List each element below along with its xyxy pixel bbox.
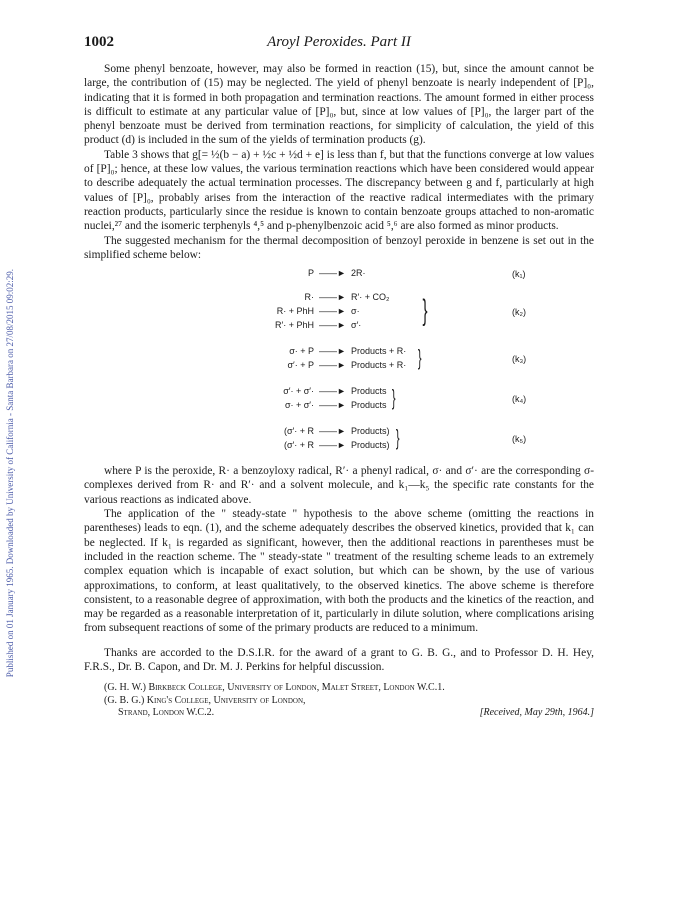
publication-sidebar-note bbox=[0, 38, 20, 908]
reaction-2 bbox=[234, 290, 389, 304]
reactants: P bbox=[307, 268, 314, 279]
rate-constant-k5: (k₅) bbox=[512, 434, 527, 445]
received-date: [Received, May 29th, 1964.] bbox=[479, 707, 594, 719]
reaction-7 bbox=[234, 384, 387, 398]
reactants: (σ′· + R bbox=[284, 426, 314, 437]
paragraph-definitions: where P is the peroxide, R· a benzoyloxy radical, R′· a phenyl radical, σ· and σ′· are the corresponding σ-complexes derived from R· and R′· and a solvent molecule, and k₁—k₅ the specific rate constants for the various reactions as indicated above. bbox=[84, 465, 594, 506]
products: R′· + CO₂ bbox=[351, 292, 390, 303]
products: Products + R· bbox=[351, 360, 407, 371]
sidebar-note-text: Published on 01 January 1965. Downloaded by University of California - Santa Barbara on 27/08/2015 09:02:29. bbox=[5, 268, 15, 678]
reaction-arrow: ——► bbox=[319, 306, 346, 317]
reactants: R′· + PhH bbox=[275, 320, 314, 331]
products: 2R· bbox=[351, 268, 366, 279]
products: σ· bbox=[351, 306, 360, 317]
reactants: R· bbox=[304, 292, 314, 303]
rate-constant-k3: (k₃) bbox=[512, 354, 527, 365]
rate-constant-k2: (k₂) bbox=[512, 307, 526, 318]
products: Products bbox=[351, 400, 387, 411]
products: Products bbox=[351, 386, 387, 397]
reactants: (σ′· + R bbox=[284, 440, 314, 451]
paragraph-mechanism-intro: The suggested mechanism for the thermal decomposition of benzoyl peroxide in benzene is set out in the simplified scheme below: bbox=[84, 234, 594, 261]
running-title: Aroyl Peroxides. Part II bbox=[267, 34, 411, 50]
products: σ′· bbox=[351, 320, 362, 331]
reaction-arrow: ——► bbox=[319, 440, 346, 451]
acknowledgements: Thanks are accorded to the D.S.I.R. for the award of a grant to G. B. G., and to Professor D. H. Hey, F.R.S., Dr. B. Capon, and Dr. M. J. Perkins for helpful discussion. bbox=[84, 646, 594, 674]
reactants: σ′· + σ′· bbox=[283, 386, 314, 397]
paragraph-steady-state: The application of the " steady-state " hypothesis to the above scheme (omitting the reactions in parentheses) leads to eqn. (1), and the scheme adequately describes the observed kinetics, provided that k₁ can be neglected. If k₁ is regarded as significant, however, then the additional reactions in parentheses must be included in the reaction scheme. The " steady-state " treatment of the resulting scheme leads to an extremely complex equation which is incapable of exact solution, but which can be shown, by the use of various approximations, to conform, at least qualitatively, to the observed kinetics. The above scheme is therefore consistent, to a reasonable degree of approximation, with both the products and the kinetics of the reaction, and may be regarded as a reasonable interpretation of it, particularly in dilute solution, where complications arising from subsequent reactions of some of the primary products are reduced to a minimum. bbox=[84, 508, 594, 635]
author-addresses bbox=[84, 682, 594, 720]
paragraph-phenyl-benzoate: Some phenyl benzoate, however, may also be formed in reaction (15), but, since the amount cannot be large, the contribution of (15) may be neglected. The yield of phenyl benzoate is nearly independent of [P]₀, indicating that it is formed in both propagation and termination reactions. The amount formed in either process is difficult to estimate at any particular value of [P]₀, but, since at low values of [P]₀, the larger part of the phenyl benzoate must be derived from termination reactions, for simplicity of calculation, the yield of this product (d) is included in the sum of the yields of termination products (g). bbox=[84, 63, 594, 147]
brace-k2: } bbox=[422, 294, 428, 328]
reaction-3 bbox=[234, 304, 360, 318]
reactants: σ· + σ′· bbox=[284, 400, 314, 411]
reaction-arrow: ——► bbox=[319, 292, 346, 303]
brace-k3: } bbox=[417, 345, 422, 371]
products: Products + R· bbox=[351, 346, 407, 357]
products: Products) bbox=[351, 440, 390, 451]
reaction-scheme bbox=[84, 266, 594, 498]
reaction-arrow: ——► bbox=[319, 268, 346, 279]
reaction-1 bbox=[234, 266, 366, 280]
reaction-8 bbox=[234, 398, 387, 412]
address-line-3: Strand, London W.C.2. bbox=[118, 707, 215, 719]
reactants: R· + PhH bbox=[276, 306, 314, 317]
page-header bbox=[84, 34, 594, 56]
reaction-arrow: ——► bbox=[319, 386, 346, 397]
rate-constant-k1: (k₁) bbox=[512, 269, 526, 280]
reaction-arrow: ——► bbox=[319, 426, 346, 437]
brace-k5: } bbox=[395, 425, 400, 451]
reaction-arrow: ——► bbox=[319, 400, 346, 411]
page-number: 1002 bbox=[84, 34, 114, 50]
products: Products) bbox=[351, 426, 390, 437]
reaction-arrow: ——► bbox=[319, 360, 346, 371]
address-line-2: (G. B. G.) King's College, University of London, bbox=[104, 694, 306, 706]
address-line-3-row bbox=[84, 707, 594, 720]
article-body bbox=[84, 62, 594, 720]
reaction-arrow: ——► bbox=[319, 346, 346, 357]
reactants: σ· + P bbox=[289, 346, 314, 357]
reaction-9 bbox=[234, 424, 390, 438]
reaction-10 bbox=[234, 438, 390, 452]
paragraph-table-3: Table 3 shows that g[= ½(b − a) + ½c + ½d + e] is less than f, but that the functions converge at low values of [P]₀; hence, at these low values, the various termination reactions which have been considered would appear to describe adequately the actual termination processes. The discrepancy between g and f, particularly at high values of [P]₀, probably arises from the interaction of the reactive radical intermediates with the primary reaction products, particularly since the residue is known to contain benzoate groups attached to non-aromatic nuclei,²⁷ and the isomeric terphenyls ⁴,⁵ and p-phenylbenzoic acid ⁵,⁶ are also formed as minor products. bbox=[84, 148, 594, 233]
reaction-5 bbox=[234, 344, 406, 358]
reaction-6 bbox=[234, 358, 406, 372]
reaction-4 bbox=[234, 318, 361, 332]
reactants: σ′· + P bbox=[287, 360, 314, 371]
brace-k4: } bbox=[391, 385, 396, 411]
address-line-1: (G. H. W.) Birkbeck College, University of London, Malet Street, London W.C.1. bbox=[104, 682, 445, 694]
rate-constant-k4: (k₄) bbox=[512, 394, 527, 405]
reaction-arrow: ——► bbox=[319, 320, 346, 331]
